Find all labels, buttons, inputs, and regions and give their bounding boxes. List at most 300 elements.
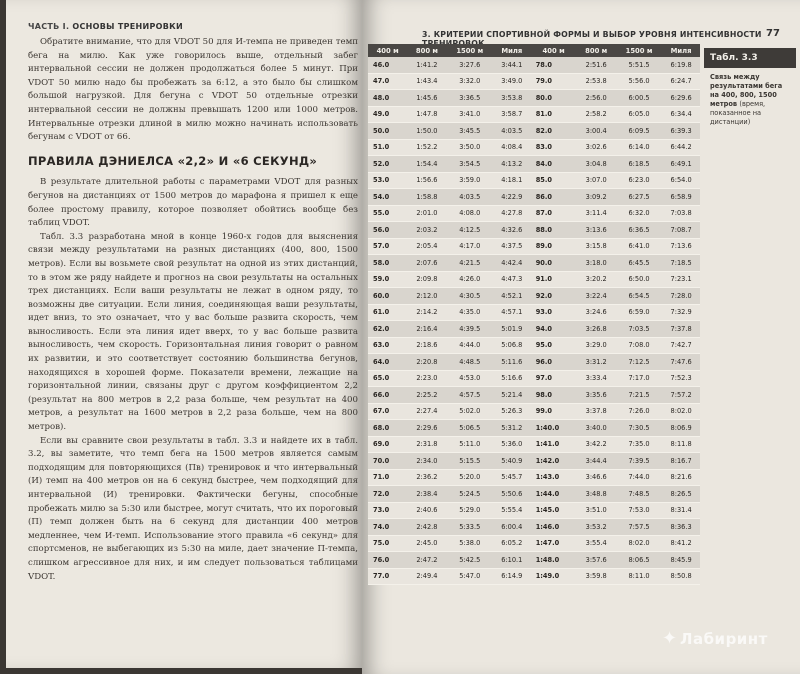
table-row: [368, 205, 700, 222]
table-caption-note: (время, показанное на дистанции): [710, 100, 766, 126]
table-cell: 2:25.2: [407, 387, 446, 404]
table-cell: 7:18.5: [662, 255, 700, 272]
table-cell: 4:21.5: [447, 255, 493, 272]
table-cell: 3:31.2: [577, 354, 616, 371]
left-body-text: [28, 36, 358, 584]
table-cell: 2:07.6: [407, 255, 446, 272]
table-caption: [704, 68, 796, 132]
table-cell: 70.0: [368, 453, 407, 470]
table-cell: 5:38.0: [447, 535, 493, 552]
table-cell: 6:54.0: [662, 172, 700, 189]
table-cell: 3:53.8: [493, 90, 531, 107]
table-cell: 7:42.7: [662, 337, 700, 354]
table-cell: 7:35.0: [616, 436, 662, 453]
table-cell: 6:32.0: [616, 205, 662, 222]
table-cell: 3:55.4: [577, 535, 616, 552]
table-cell: 68.0: [368, 420, 407, 437]
table-cell: 4:52.1: [493, 288, 531, 305]
table-cell: 5:36.0: [493, 436, 531, 453]
table-cell: 48.0: [368, 90, 407, 107]
table-cell: 86.0: [531, 189, 577, 206]
table-cell: 2:03.2: [407, 222, 446, 239]
table-cell: 66.0: [368, 387, 407, 404]
table-cell: 3:36.5: [447, 90, 493, 107]
table-cell: 6:44.2: [662, 139, 700, 156]
table-cell: 3:04.8: [577, 156, 616, 173]
table-cell: 93.0: [531, 304, 577, 321]
table-cell: 3:59.0: [447, 172, 493, 189]
table-cell: 4:08.4: [493, 139, 531, 156]
table-cell: 7:39.5: [616, 453, 662, 470]
table-cell: 92.0: [531, 288, 577, 305]
table-cell: 5:51.5: [616, 57, 662, 73]
table-row: [368, 172, 700, 189]
table-cell: 77.0: [368, 568, 407, 585]
table-cell: 3:53.2: [577, 519, 616, 536]
table-cell: 3:37.8: [577, 403, 616, 420]
running-head-part: ЧАСТЬ I.: [28, 22, 70, 31]
table-cell: 85.0: [531, 172, 577, 189]
table-cell: 3:50.0: [447, 139, 493, 156]
table-cell: 3:49.0: [493, 73, 531, 90]
table-cell: 62.0: [368, 321, 407, 338]
table-sidebar: [704, 48, 796, 132]
pace-table: [368, 44, 700, 585]
table-cell: 4:53.0: [447, 370, 493, 387]
table-cell: 90.0: [531, 255, 577, 272]
table-cell: 4:17.0: [447, 238, 493, 255]
table-cell: 3:58.7: [493, 106, 531, 123]
table-cell: 3:09.2: [577, 189, 616, 206]
table-cell: 3:44.1: [493, 57, 531, 73]
table-caption-text: Связь между результатами бега на 400, 800, 1500 метров: [710, 73, 783, 108]
table-cell: 5:50.6: [493, 486, 531, 503]
table-cell: 8:36.3: [662, 519, 700, 536]
table-cell: 8:31.4: [662, 502, 700, 519]
table-cell: 4:03.5: [493, 123, 531, 140]
table-cell: 4:08.0: [447, 205, 493, 222]
table-cell: 2:40.6: [407, 502, 446, 519]
table-cell: 2:42.8: [407, 519, 446, 536]
table-cell: 56.0: [368, 222, 407, 239]
table-cell: 6:34.4: [662, 106, 700, 123]
table-cell: 6:19.8: [662, 57, 700, 73]
table-cell: 1:46.0: [531, 519, 577, 536]
table-cell: 2:23.0: [407, 370, 446, 387]
table-cell: 6:59.0: [616, 304, 662, 321]
watermark: Лабиринт: [680, 630, 768, 648]
table-row: [368, 568, 700, 585]
table-cell: 82.0: [531, 123, 577, 140]
table-cell: 8:02.0: [662, 403, 700, 420]
table-row: [368, 255, 700, 272]
table-cell: 67.0: [368, 403, 407, 420]
table-cell: 3:20.2: [577, 271, 616, 288]
table-cell: 7:08.0: [616, 337, 662, 354]
table-cell: 2:34.0: [407, 453, 446, 470]
table-cell: 7:21.5: [616, 387, 662, 404]
right-page: [362, 0, 800, 674]
table-cell: 7:37.8: [662, 321, 700, 338]
table-cell: 3:41.0: [447, 106, 493, 123]
column-header: 400 м: [531, 44, 577, 57]
table-cell: 60.0: [368, 288, 407, 305]
table-cell: 6:36.5: [616, 222, 662, 239]
table-cell: 2:45.0: [407, 535, 446, 552]
table-cell: 6:24.7: [662, 73, 700, 90]
table-cell: 6:41.0: [616, 238, 662, 255]
table-cell: 5:16.6: [493, 370, 531, 387]
table-row: [368, 238, 700, 255]
table-row: [368, 453, 700, 470]
table-cell: 3:22.4: [577, 288, 616, 305]
table-cell: 4:57.5: [447, 387, 493, 404]
table-cell: 95.0: [531, 337, 577, 354]
table-cell: 6:05.2: [493, 535, 531, 552]
table-cell: 4:35.0: [447, 304, 493, 321]
table-cell: 4:39.5: [447, 321, 493, 338]
table-cell: 2:56.0: [577, 90, 616, 107]
table-row: [368, 222, 700, 239]
table-cell: 3:54.5: [447, 156, 493, 173]
table-cell: 3:27.6: [447, 57, 493, 73]
table-cell: 2:38.4: [407, 486, 446, 503]
column-header: 800 м: [577, 44, 616, 57]
table-cell: 1:41.0: [531, 436, 577, 453]
table-body: [368, 57, 700, 585]
table-row: [368, 139, 700, 156]
table-cell: 6:14.0: [616, 139, 662, 156]
table-cell: 79.0: [531, 73, 577, 90]
table-row: [368, 189, 700, 206]
table-cell: 1:40.0: [531, 420, 577, 437]
table-cell: 5:45.7: [493, 469, 531, 486]
table-cell: 1:54.4: [407, 156, 446, 173]
table-cell: 4:22.9: [493, 189, 531, 206]
table-cell: 6:39.3: [662, 123, 700, 140]
table-cell: 6:18.5: [616, 156, 662, 173]
table-cell: 4:13.2: [493, 156, 531, 173]
page-number: 77: [766, 28, 780, 39]
table-cell: 6:23.0: [616, 172, 662, 189]
table-header-row: [368, 44, 700, 57]
table-cell: 7:03.5: [616, 321, 662, 338]
table-cell: 5:33.5: [447, 519, 493, 536]
paragraph: Если вы сравните свои результаты в табл. 3.3 и найдете их в табл. 3.2, вы заметите, что темп бега на 1500 метров является самым подходящим для повторяющихся (Пв) тренировок и что интервальный (И) темп на 400 метров он на 6 секунд быстрее, чем подходящий для интервальной (И) тренировки. Фактически бегуны, способные пробежать милю за 5:30 или быстрее, могут считать, что их пороговый (П) темп должен быть на 6 секунд для дистанции 400 метров медленнее, чем И-темп. Использование этого правила «6 секунд» для спортсменов, не выбегающих из 5:30 на миле, дает значение П-темпа, слишком агрессивное для них, и им следует пользоваться таблицами VDOT.: [28, 435, 358, 582]
table-cell: 5:11.6: [493, 354, 531, 371]
table-cell: 4:03.5: [447, 189, 493, 206]
table-cell: 4:26.0: [447, 271, 493, 288]
table-cell: 7:32.9: [662, 304, 700, 321]
table-cell: 8:06.5: [616, 552, 662, 569]
table-cell: 8:26.5: [662, 486, 700, 503]
table-cell: 5:29.0: [447, 502, 493, 519]
table-cell: 2:49.4: [407, 568, 446, 585]
table-cell: 8:11.8: [662, 436, 700, 453]
table-cell: 8:21.6: [662, 469, 700, 486]
table-cell: 57.0: [368, 238, 407, 255]
table-cell: 72.0: [368, 486, 407, 503]
table-cell: 8:50.8: [662, 568, 700, 585]
table-cell: 8:11.0: [616, 568, 662, 585]
table-cell: 4:44.0: [447, 337, 493, 354]
table-cell: 2:16.4: [407, 321, 446, 338]
table-cell: 74.0: [368, 519, 407, 536]
table-row: [368, 502, 700, 519]
left-page: [6, 0, 362, 668]
table-cell: 6:54.5: [616, 288, 662, 305]
table-cell: 69.0: [368, 436, 407, 453]
table-cell: 6:27.5: [616, 189, 662, 206]
table-row: [368, 321, 700, 338]
table-cell: 55.0: [368, 205, 407, 222]
column-header: 1500 м: [616, 44, 662, 57]
section-heading: ПРАВИЛА ДЭНИЕЛСА «2,2» И «6 СЕКУНД»: [28, 153, 318, 168]
table-cell: 53.0: [368, 172, 407, 189]
table-cell: 1:56.6: [407, 172, 446, 189]
table-row: [368, 370, 700, 387]
table-cell: 3:35.6: [577, 387, 616, 404]
table-cell: 2:51.6: [577, 57, 616, 73]
column-header: 1500 м: [447, 44, 493, 57]
table-row: [368, 304, 700, 321]
table-row: [368, 354, 700, 371]
table-cell: 61.0: [368, 304, 407, 321]
table-cell: 7:52.3: [662, 370, 700, 387]
table-cell: 5:40.9: [493, 453, 531, 470]
table-cell: 78.0: [531, 57, 577, 73]
table-cell: 2:36.2: [407, 469, 446, 486]
table-cell: 8:41.2: [662, 535, 700, 552]
table-cell: 98.0: [531, 387, 577, 404]
table-cell: 7:47.6: [662, 354, 700, 371]
table-cell: 5:31.2: [493, 420, 531, 437]
table-cell: 3:42.2: [577, 436, 616, 453]
table-cell: 58.0: [368, 255, 407, 272]
table-cell: 88.0: [531, 222, 577, 239]
table-cell: 7:13.6: [662, 238, 700, 255]
table-cell: 65.0: [368, 370, 407, 387]
table-cell: 52.0: [368, 156, 407, 173]
table-cell: 7:48.5: [616, 486, 662, 503]
table-cell: 5:21.4: [493, 387, 531, 404]
table-cell: 4:47.3: [493, 271, 531, 288]
table-cell: 7:57.5: [616, 519, 662, 536]
table-cell: 7:08.7: [662, 222, 700, 239]
table-cell: 3:26.8: [577, 321, 616, 338]
table-cell: 8:02.0: [616, 535, 662, 552]
table-cell: 3:13.6: [577, 222, 616, 239]
table-cell: 4:18.1: [493, 172, 531, 189]
table-cell: 7:03.8: [662, 205, 700, 222]
table-cell: 2:53.8: [577, 73, 616, 90]
paragraph: Обратите внимание, что для VDOT 50 для И-темпа не приведен темп бега на милю. Как уже говорилось выше, отдельный забег интервальной сессии не должен продолжаться более 5 минут. При VDOT 50 милю надо бы пробежать за 6:12, а это было бы слишком большой нагрузкой. Для бегуна с VDOT 50 отдельные отрезки интервальной сессии не должны превышать 1200 или 1000 метров. Интервальные отрезки длиной в милю можно начинать использовать бегунам с VDOT от 66.: [28, 37, 358, 143]
table-cell: 51.0: [368, 139, 407, 156]
table-cell: 59.0: [368, 271, 407, 288]
table-cell: 2:58.2: [577, 106, 616, 123]
table-cell: 46.0: [368, 57, 407, 73]
column-header: 400 м: [368, 44, 407, 57]
table-cell: 84.0: [531, 156, 577, 173]
table-cell: 1:43.4: [407, 73, 446, 90]
table-cell: 7:17.0: [616, 370, 662, 387]
table-cell: 7:23.1: [662, 271, 700, 288]
table-cell: 6:50.0: [616, 271, 662, 288]
table-cell: 6:05.0: [616, 106, 662, 123]
table-cell: 5:42.5: [447, 552, 493, 569]
table-row: [368, 535, 700, 552]
table-row: [368, 271, 700, 288]
table-cell: 63.0: [368, 337, 407, 354]
table-cell: 5:26.3: [493, 403, 531, 420]
table-cell: 3:29.0: [577, 337, 616, 354]
table-cell: 80.0: [531, 90, 577, 107]
table-row: [368, 486, 700, 503]
table-row: [368, 90, 700, 107]
table-cell: 5:11.0: [447, 436, 493, 453]
table-cell: 99.0: [531, 403, 577, 420]
table-cell: 6:45.5: [616, 255, 662, 272]
table-cell: 5:06.5: [447, 420, 493, 437]
paragraph: В результате длительной работы с параметрами VDOT для разных бегунов на дистанциях от 1500 метров до марафона я пришел к еще более простому правилу, которое позволяет обойтись вообще без таблиц VDOT.: [28, 177, 358, 229]
table-cell: 5:15.5: [447, 453, 493, 470]
table-cell: 7:57.2: [662, 387, 700, 404]
table-cell: 3:48.8: [577, 486, 616, 503]
table-cell: 6:58.9: [662, 189, 700, 206]
table-cell: 1:50.0: [407, 123, 446, 140]
table-cell: 5:56.0: [616, 73, 662, 90]
table-row: [368, 337, 700, 354]
table-row: [368, 387, 700, 404]
labyrinth-logo-icon: ✦: [662, 628, 678, 649]
table-cell: 7:53.0: [616, 502, 662, 519]
table-cell: 3:40.0: [577, 420, 616, 437]
table-cell: 4:48.5: [447, 354, 493, 371]
table-cell: 1:42.0: [531, 453, 577, 470]
table-row: [368, 519, 700, 536]
table-cell: 1:43.0: [531, 469, 577, 486]
table-cell: 7:26.0: [616, 403, 662, 420]
table-cell: 8:06.9: [662, 420, 700, 437]
table-cell: 4:42.4: [493, 255, 531, 272]
table-cell: 2:29.6: [407, 420, 446, 437]
table-cell: 49.0: [368, 106, 407, 123]
table-cell: 1:52.2: [407, 139, 446, 156]
table-row: [368, 156, 700, 173]
table-cell: 8:45.9: [662, 552, 700, 569]
table-cell: 97.0: [531, 370, 577, 387]
table-cell: 4:30.5: [447, 288, 493, 305]
column-header: 800 м: [407, 44, 446, 57]
column-header: Миля: [493, 44, 531, 57]
table-row: [368, 436, 700, 453]
table-cell: 4:27.8: [493, 205, 531, 222]
table-cell: 5:47.0: [447, 568, 493, 585]
table-cell: 94.0: [531, 321, 577, 338]
table-row: [368, 288, 700, 305]
table-cell: 2:09.8: [407, 271, 446, 288]
table-cell: 7:28.0: [662, 288, 700, 305]
table-cell: 6:49.1: [662, 156, 700, 173]
table-cell: 3:32.0: [447, 73, 493, 90]
table-cell: 2:31.8: [407, 436, 446, 453]
table-cell: 2:18.6: [407, 337, 446, 354]
table-cell: 3:07.0: [577, 172, 616, 189]
table-row: [368, 57, 700, 73]
table-cell: 3:15.8: [577, 238, 616, 255]
table-cell: 2:01.0: [407, 205, 446, 222]
table-cell: 3:45.5: [447, 123, 493, 140]
table-row: [368, 420, 700, 437]
table-cell: 8:16.7: [662, 453, 700, 470]
table-cell: 6:00.5: [616, 90, 662, 107]
table-cell: 5:02.0: [447, 403, 493, 420]
table-cell: 47.0: [368, 73, 407, 90]
table-cell: 64.0: [368, 354, 407, 371]
table-cell: 91.0: [531, 271, 577, 288]
table-cell: 7:12.5: [616, 354, 662, 371]
table-cell: 71.0: [368, 469, 407, 486]
table-cell: 6:09.5: [616, 123, 662, 140]
table-cell: 1:49.0: [531, 568, 577, 585]
table-cell: 2:05.4: [407, 238, 446, 255]
table-cell: 3:51.0: [577, 502, 616, 519]
table-cell: 54.0: [368, 189, 407, 206]
table-cell: 2:14.2: [407, 304, 446, 321]
table-cell: 3:59.8: [577, 568, 616, 585]
table-cell: 1:45.0: [531, 502, 577, 519]
table-cell: 96.0: [531, 354, 577, 371]
table-cell: 2:27.4: [407, 403, 446, 420]
table-cell: 3:18.0: [577, 255, 616, 272]
table-cell: 6:14.9: [493, 568, 531, 585]
table-cell: 3:33.4: [577, 370, 616, 387]
running-head-title: ОСНОВЫ ТРЕНИРОВКИ: [72, 22, 184, 31]
table-cell: 87.0: [531, 205, 577, 222]
table-cell: 2:20.8: [407, 354, 446, 371]
table-cell: 3:57.6: [577, 552, 616, 569]
table-cell: 4:32.6: [493, 222, 531, 239]
table-cell: 6:00.4: [493, 519, 531, 536]
running-head-left: [28, 22, 183, 31]
table-cell: 1:47.8: [407, 106, 446, 123]
table-cell: 4:12.5: [447, 222, 493, 239]
table-cell: 73.0: [368, 502, 407, 519]
table-number-label: Табл. 3.3: [704, 48, 796, 68]
column-header: Миля: [662, 44, 700, 57]
table-cell: 83.0: [531, 139, 577, 156]
paragraph: Табл. 3.3 разработана мной в конце 1960-х годов для выяснения связи между результатами на разных дистанциях (400, 800, 1500 метров). Если вы возьмете свой результат на одной из этих дистанций, то в этом же ряду найдете и прогноз на свои результаты на остальных трех дистанциях. Если ваши результаты не лежат в одном ряду, то возможны две ситуации. Если линия, соединяющая ваши результаты, идет вниз, то это означает, что у вас больше развита скорость, чем выносливость. Если эта линия идет вверх, то у вас больше развита выносливость, чем скорость. Горизонтальная линия говорит о равном их развитии, и это соответствует состоянию большинства бегунов, находящихся в хорошей форме. Показатели времени, лежащие на горизонтальной линии, связаны друг с другом коэффициентом 2,2 (результат на 800 метров в 2,2 раза больше, чем результат на 400 метров, а результат на 1600 метров в 2,2 раза больше, чем на 800 метров).: [28, 231, 358, 433]
table-cell: 3:46.6: [577, 469, 616, 486]
table-cell: 6:10.1: [493, 552, 531, 569]
table-cell: 81.0: [531, 106, 577, 123]
table-cell: 1:48.0: [531, 552, 577, 569]
table-cell: 4:57.1: [493, 304, 531, 321]
table-cell: 7:30.5: [616, 420, 662, 437]
running-head-right: 3. КРИТЕРИИ СПОРТИВНОЙ ФОРМЫ И ВЫБОР УРОВНЯ ИНТЕНСИВНОСТИ: [422, 30, 762, 39]
table-cell: 7:44.0: [616, 469, 662, 486]
table-row: [368, 552, 700, 569]
table-cell: 1:47.0: [531, 535, 577, 552]
table-cell: 1:58.8: [407, 189, 446, 206]
table-row: [368, 73, 700, 90]
table-cell: 2:47.2: [407, 552, 446, 569]
table-cell: 3:02.6: [577, 139, 616, 156]
table-cell: 1:41.2: [407, 57, 446, 73]
table-cell: 1:45.6: [407, 90, 446, 107]
table-cell: 5:55.4: [493, 502, 531, 519]
pace-table-wrap: [368, 44, 700, 585]
